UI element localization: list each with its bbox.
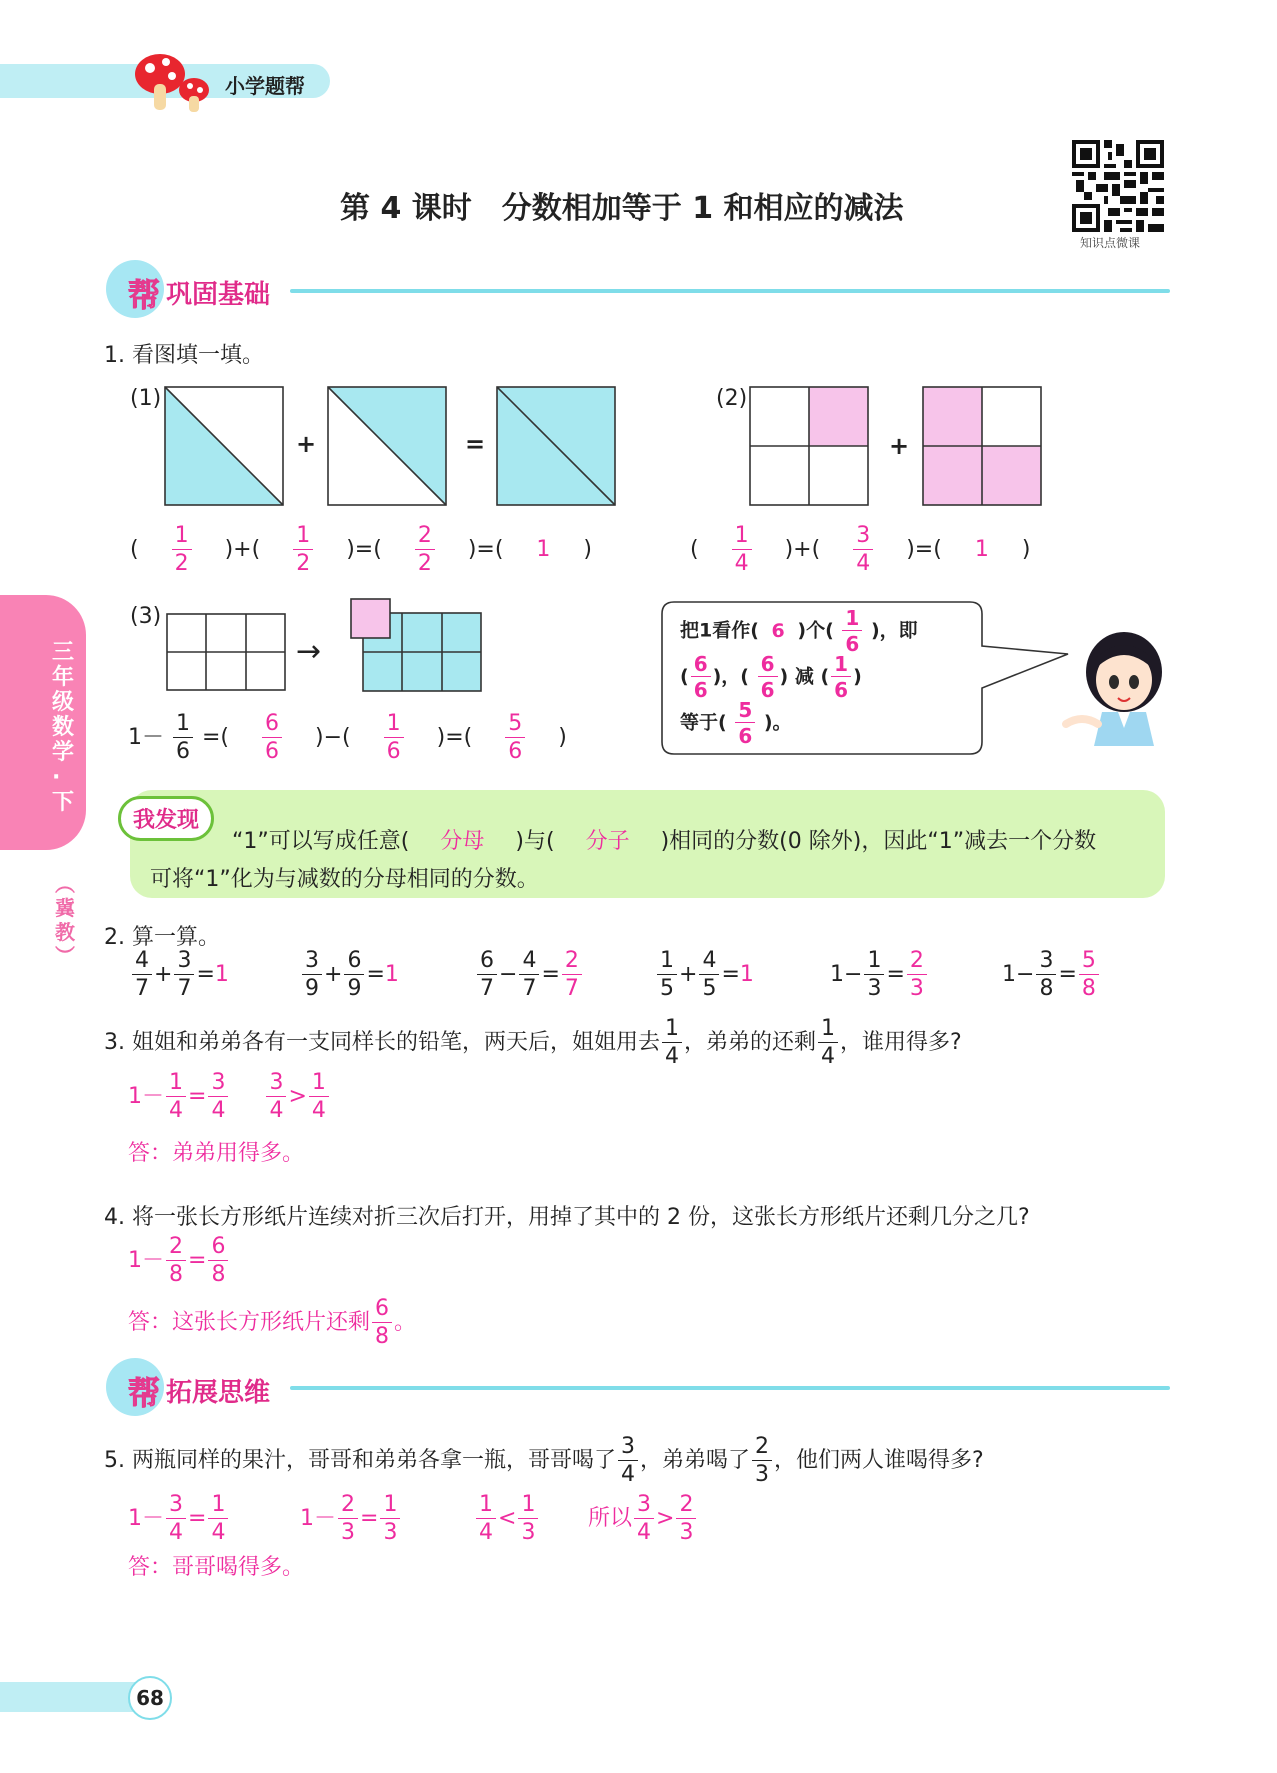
q5-question: 5. 两瓶同样的果汁，哥哥和弟弟各拿一瓶，哥哥喝了 $\frac{3}{4}$ ，弟弟喝了 $\frac{2}{3}$ ，他们两人谁喝得多? xyxy=(104,1434,984,1487)
q5-w2-prefix: 1－ xyxy=(300,1506,336,1531)
calc-item: 1− $\frac{1}{3}$ = $\frac{2}{3}$ xyxy=(830,950,929,1000)
side-tab-edition: ︵ 冀教 ︶ xyxy=(52,872,78,968)
given-fraction: $\frac{1}{6}$ xyxy=(173,713,193,763)
q3-work-prefix: 1－ xyxy=(128,1084,164,1109)
q4-work: 1－ $\frac{2}{8}$ = $\frac{6}{8}$ xyxy=(128,1236,230,1286)
triangle-square-2 xyxy=(327,386,447,506)
arrow-icon: → xyxy=(296,634,322,669)
q5-work-4: 所以 $\frac{3}{4}$ > $\frac{2}{3}$ xyxy=(588,1494,698,1544)
bubble-t3: )，即 xyxy=(870,619,918,642)
girl-avatar xyxy=(1062,628,1172,748)
bubble-fraction: $\frac{5}{6}$ xyxy=(735,700,755,746)
q1-p2-answer: ( $\frac{1}{4}$ )+( $\frac{3}{4}$ )=( 1 ) xyxy=(690,523,1031,576)
side-tab-grade: 三年级数学·下 xyxy=(52,640,75,815)
q5-text-c: ，他们两人谁喝得多? xyxy=(774,1448,984,1473)
q1-plus: + xyxy=(296,430,317,458)
answer-value: 1 xyxy=(974,537,989,562)
q1-p3-answer: 1－ $\frac{1}{6}$ =( $\frac{6}{6}$ )−( $\frac{1}{6}$ )=( $\frac{5}{6}$ ) xyxy=(128,711,567,764)
qr-caption: 知识点微课 xyxy=(1080,236,1141,250)
q4-answer-b: 。 xyxy=(394,1310,417,1335)
minus-prefix: 1－ xyxy=(128,725,164,750)
page-number-text: 68 xyxy=(136,1686,164,1710)
q3-work-gt: > xyxy=(288,1084,307,1109)
q3-text-c: ，谁用得多? xyxy=(840,1030,962,1055)
qr-code-icon[interactable] xyxy=(1072,140,1164,232)
discover-text2: )与( xyxy=(515,829,555,854)
discover-line2: 可将“1”化为与减数的分母相同的分数。 xyxy=(150,867,539,892)
calc-item: $\frac{3}{9}$ + $\frac{6}{9}$ =1 xyxy=(300,950,399,1000)
answer-fraction: $\frac{6}{6}$ xyxy=(262,713,282,763)
q3-work: 1－ $\frac{1}{4}$ = $\frac{3}{4}$ $\frac{3}{4}$ > $\frac{1}{4}$ xyxy=(128,1072,331,1122)
q1-p2-tag: (2) xyxy=(716,386,748,411)
section-title: 拓展思维 xyxy=(166,1378,271,1408)
answer-fraction: $\frac{1}{2}$ xyxy=(293,525,313,575)
section-rule xyxy=(290,1386,1170,1390)
answer-value: 1 xyxy=(536,537,551,562)
calc-item: 1− $\frac{3}{8}$ = $\frac{5}{8}$ xyxy=(1002,950,1101,1000)
discover-answer1: 分母 xyxy=(440,829,485,854)
paren-close: ) xyxy=(583,537,593,562)
q5-w3-lt: < xyxy=(498,1506,517,1531)
calc-item: $\frac{6}{7}$ − $\frac{4}{7}$ = $\frac{2}{7}$ xyxy=(475,950,584,1000)
q5-work-1: 1－ $\frac{3}{4}$ = $\frac{1}{4}$ xyxy=(128,1494,230,1544)
sixths-grid-1 xyxy=(166,613,286,693)
bubble-fraction: $\frac{6}{6}$ xyxy=(758,654,778,700)
q4-answer-a: 答：这张长方形纸片还剩 xyxy=(128,1310,371,1335)
discover-text3: )相同的分数(0 除外)，因此“1”减去一个分数 xyxy=(660,829,1097,854)
q2-items xyxy=(130,950,1130,1006)
answer-fraction: $\frac{1}{4}$ xyxy=(732,525,752,575)
q5-answer: 答：哥哥喝得多。 xyxy=(128,1555,305,1580)
q5-w4-prefix: 所以 xyxy=(588,1506,633,1531)
paren-open: ( xyxy=(130,537,139,562)
bubble-t5: 等于( xyxy=(680,711,727,734)
bubble-v1: 6 xyxy=(771,619,785,642)
discover-answer2: 分子 xyxy=(585,829,630,854)
answer-fraction: $\frac{5}{6}$ xyxy=(505,713,525,763)
bubble-fraction: $\frac{6}{6}$ xyxy=(691,654,711,700)
quarter-grid-1 xyxy=(749,386,869,506)
sixths-grid-2 xyxy=(350,598,482,694)
q4-work-prefix: 1－ xyxy=(128,1248,164,1273)
equals-sign: )=( xyxy=(346,537,382,562)
q2-label: 2. 算一算。 xyxy=(104,925,220,950)
q5-work-3: $\frac{1}{4}$ < $\frac{1}{3}$ xyxy=(474,1494,540,1544)
page-title: 第 4 课时 分数相加等于 1 和相应的减法 xyxy=(340,191,904,226)
q1-p3-tag: (3) xyxy=(130,604,162,629)
calc-item: $\frac{1}{5}$ + $\frac{4}{5}$ =1 xyxy=(655,950,754,1000)
brand-name: 小学题帮 xyxy=(225,74,305,98)
q5-w4-gt: > xyxy=(656,1506,675,1531)
q3-answer: 答：弟弟用得多。 xyxy=(128,1141,305,1166)
section-char: 帮 xyxy=(128,276,161,314)
q4-question: 4. 将一张长方形纸片连续对折三次后打开，用掉了其中的 2 份，这张长方形纸片还剩几分之几? xyxy=(104,1205,1030,1230)
discover-text1: “1”可以写成任意( xyxy=(232,829,410,854)
q1-equals: = xyxy=(465,430,486,458)
bubble-text: 把1看作( 6 )个( $\frac{1}{6}$ )，即 ( $\frac{6}{6}$ )，( $\frac{6}{6}$ ) 减 ( $\frac{1}{6}$ ) 等于( $\frac{5}{6}$ )。 xyxy=(680,606,918,748)
discover-badge: 我发现 xyxy=(118,796,214,841)
bubble-fraction: $\frac{1}{6}$ xyxy=(842,608,862,654)
q5-text-a: 5. 两瓶同样的果汁，哥哥和弟弟各拿一瓶，哥哥喝了 xyxy=(104,1448,616,1473)
answer-fraction: $\frac{2}{2}$ xyxy=(415,525,435,575)
q3-text-a: 3. 姐姐和弟弟各有一支同样长的铅笔，两天后，姐姐用去 xyxy=(104,1030,660,1055)
q5-w1-prefix: 1－ xyxy=(128,1506,164,1531)
answer-fraction: $\frac{1}{2}$ xyxy=(172,525,192,575)
bubble-fraction: $\frac{1}{6}$ xyxy=(831,654,851,700)
q4-answer: 答：这张长方形纸片还剩 $\frac{6}{8}$ 。 xyxy=(128,1296,417,1349)
q5-work-2: 1－ $\frac{2}{3}$ = $\frac{1}{3}$ xyxy=(300,1494,402,1544)
q1-p1-answer xyxy=(130,525,592,575)
calc-item: $\frac{4}{7}$ + $\frac{3}{7}$ =1 xyxy=(130,950,229,1000)
bubble-t2: )个( xyxy=(797,619,834,642)
answer-fraction: $\frac{3}{4}$ xyxy=(853,525,873,575)
q1-p1-tag: (1) xyxy=(130,386,162,411)
q3-question: 3. 姐姐和弟弟各有一支同样长的铅笔，两天后，姐姐用去 $\frac{1}{4}$ ，弟弟的还剩 $\frac{1}{4}$ ，谁用得多? xyxy=(104,1016,962,1069)
bubble-t4: 减 xyxy=(794,665,814,688)
bubble-t6: )。 xyxy=(763,711,792,734)
mushroom-logo-icon xyxy=(128,44,218,116)
equals-sign: )=( xyxy=(467,537,504,562)
quarter-grid-2 xyxy=(922,386,1042,506)
plus-sign: )+( xyxy=(224,537,261,562)
discover-line1 xyxy=(232,824,1096,855)
q3-text-b: ，弟弟的还剩 xyxy=(684,1030,817,1055)
answer-fraction: $\frac{1}{6}$ xyxy=(384,713,404,763)
triangle-square-1 xyxy=(164,386,284,506)
page-number xyxy=(128,1676,172,1720)
section-rule xyxy=(290,289,1170,293)
section-char: 帮 xyxy=(128,1374,161,1412)
q1-p2-plus: + xyxy=(889,432,910,460)
section-title: 巩固基础 xyxy=(166,280,271,310)
q5-text-b: ，弟弟喝了 xyxy=(640,1448,751,1473)
triangle-square-3 xyxy=(496,386,616,506)
q1-label: 1. 看图填一填。 xyxy=(104,343,264,368)
bubble-t1: 把1看作( xyxy=(680,619,759,642)
edition-label: 冀教 xyxy=(55,896,75,944)
